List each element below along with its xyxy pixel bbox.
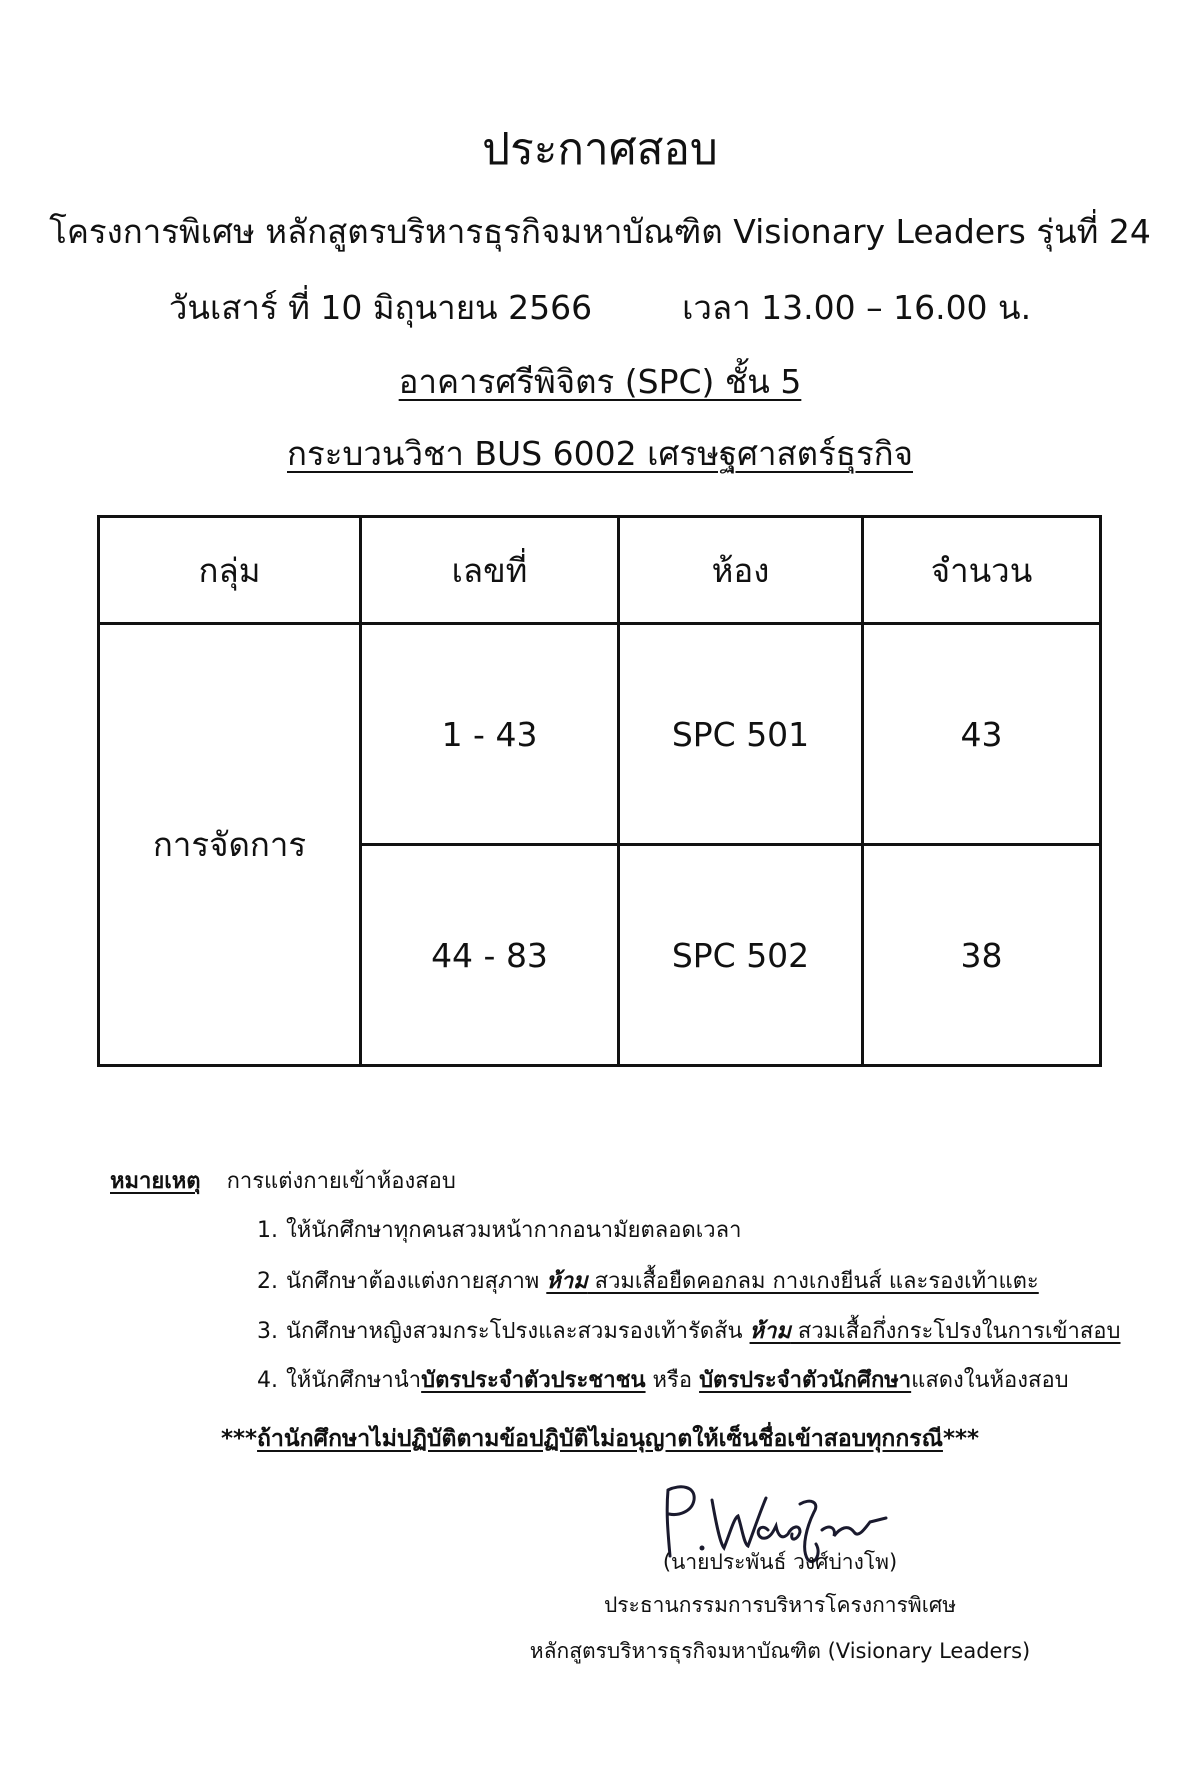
remarks-label: หมายเหตุ (110, 1169, 201, 1194)
course-line (0, 428, 1200, 480)
rule-item (257, 1213, 741, 1249)
table-header-row (99, 517, 1101, 624)
id-card-text: บัตรประจำตัวประชาชน (421, 1368, 646, 1393)
header-group: กลุ่ม (99, 517, 361, 624)
seats-cell: 44 - 83 (361, 845, 619, 1066)
announcement-title: ประกาศสอบ (482, 124, 718, 175)
exam-time: เวลา 13.00 – 16.00 น. (682, 288, 1032, 327)
rule-text: สวมเสื้อกึ่งกระโปรงในการเข้าสอบ (790, 1319, 1121, 1344)
forbid-word: ห้าม (749, 1319, 791, 1344)
rule-item (257, 1264, 1039, 1300)
program-line: โครงการพิเศษ หลักสูตรบริหารธุรกิจมหาบัณฑิต Visionary Leaders รุ่นที่ 24 (49, 212, 1151, 251)
rule-text: นักศึกษาต้องแต่งกายสุภาพ (286, 1269, 547, 1294)
header-seats: เลขที่ (361, 517, 619, 624)
remarks-title: การแต่งกายเข้าห้องสอบ (226, 1169, 456, 1194)
rule-number: 4. (257, 1368, 278, 1393)
remarks-heading (110, 1164, 456, 1200)
room-cell: SPC 502 (619, 845, 863, 1066)
signer-name: (นายประพันธ์ วงศ์บ่างโพ) (662, 1550, 898, 1574)
table-row (99, 624, 1101, 845)
header-room: ห้อง (619, 517, 863, 624)
warning-line (0, 1420, 1200, 1458)
student-card-text: บัตรประจำตัวนักศึกษา (699, 1368, 912, 1393)
rule-number: 1. (257, 1218, 278, 1243)
room-table (97, 515, 1102, 1067)
signer-position: ประธานกรรมการบริหารโครงการพิเศษ (603, 1593, 957, 1617)
signer-program: หลักสูตรบริหารธุรกิจมหาบัณฑิต (Visionary Leaders) (529, 1639, 1031, 1663)
building-line (0, 356, 1200, 408)
rule-text: แสดงในห้องสอบ (911, 1368, 1069, 1393)
seats-cell: 1 - 43 (361, 624, 619, 845)
rule-text: หรือ (645, 1368, 700, 1393)
rule-text: นักศึกษาหญิงสวมกระโปรงและสวมรองเท้ารัดส้น (286, 1319, 750, 1344)
warning-suffix: *** (942, 1426, 980, 1452)
date-time-line (0, 282, 1200, 334)
count-cell: 43 (863, 624, 1101, 845)
building: อาคารศรีพิจิตร (SPC) ชั้น 5 (398, 362, 802, 401)
course: กระบวนวิชา BUS 6002 เศรษฐศาสตร์ธุรกิจ (287, 434, 913, 473)
forbid-word: ห้าม (546, 1269, 588, 1294)
rule-text: ให้นักศึกษานำ (286, 1368, 422, 1393)
count-cell: 38 (863, 845, 1101, 1066)
rule-item (257, 1314, 1121, 1350)
rule-number: 3. (257, 1319, 278, 1344)
group-cell: การจัดการ (99, 624, 361, 1066)
room-cell: SPC 501 (619, 624, 863, 845)
rule-number: 2. (257, 1269, 278, 1294)
header-count: จำนวน (863, 517, 1101, 624)
rule-item (257, 1363, 1069, 1399)
warning-text: ถ้านักศึกษาไม่ปฏิบัติตามข้อปฏิบัติไม่อนุญาตให้เซ็นชื่อเข้าสอบทุกกรณี (257, 1426, 943, 1452)
rule-text: สวมเสื้อยืดคอกลม กางเกงยีนส์ และรองเท้าแตะ (587, 1269, 1039, 1294)
rule-text: ให้นักศึกษาทุกคนสวมหน้ากากอนามัยตลอดเวลา (286, 1218, 742, 1243)
exam-date: วันเสาร์ ที่ 10 มิถุนายน 2566 (168, 288, 593, 327)
warning-prefix: *** (220, 1426, 258, 1452)
